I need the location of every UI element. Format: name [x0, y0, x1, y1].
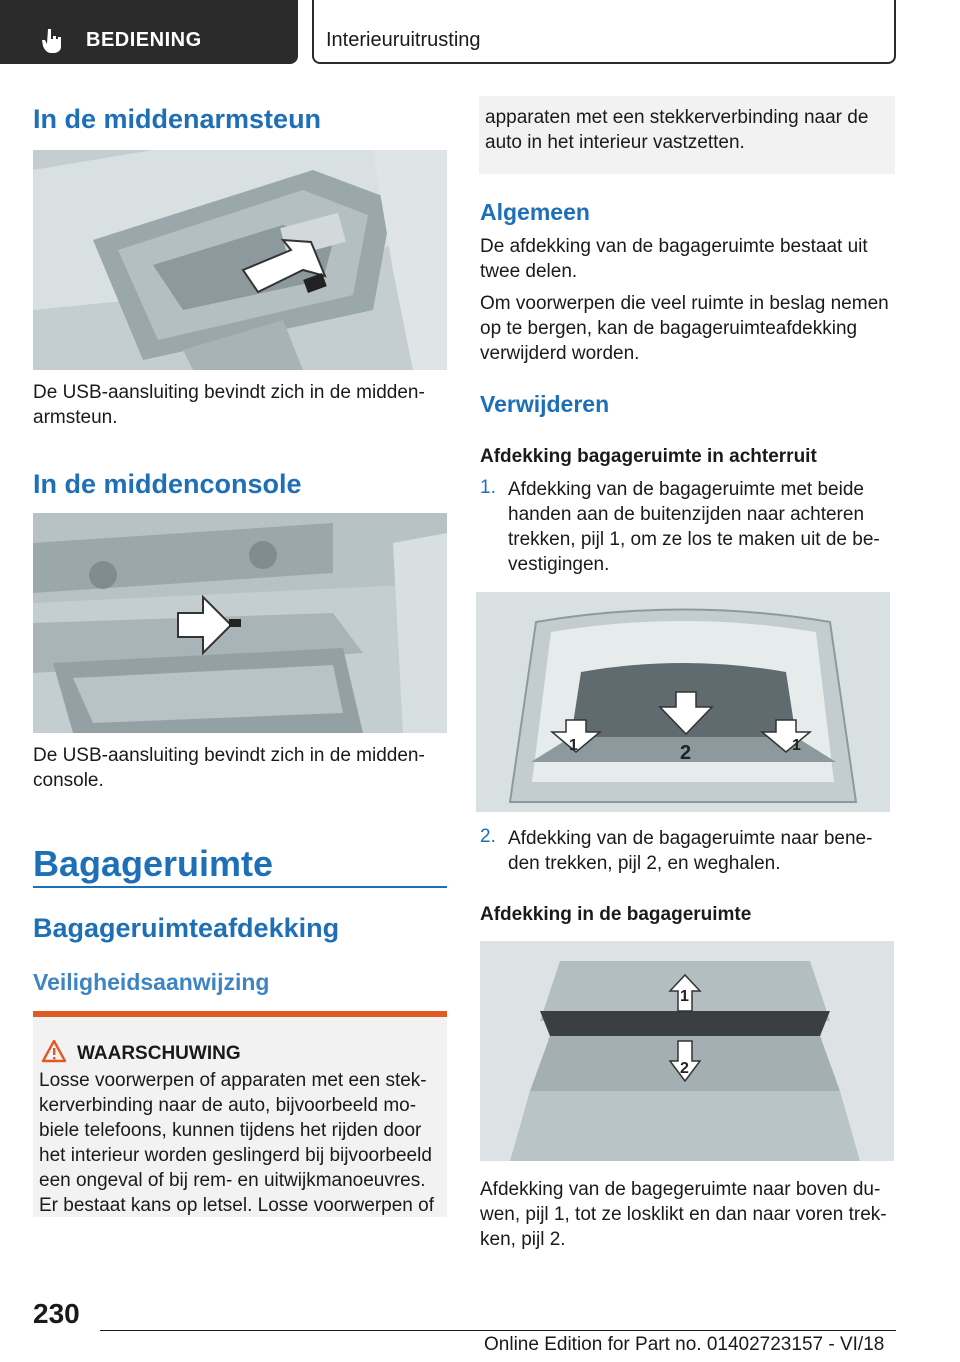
caption-line: Afdekking van de bagegeruimte naar boven du‐: [480, 1179, 881, 1200]
edition-text: Online Edition for Part no. 01402723157 - VI/18: [484, 1334, 885, 1355]
heading-algemeen: Algemeen: [480, 199, 590, 225]
step-line: den trekken, pijl 2, en weghalen.: [508, 853, 781, 874]
warning-line: een ongeval of bij rem- en uitwijkmanoeuvres.: [39, 1170, 426, 1191]
caption-armrest-1: De USB-aansluiting bevindt zich in de midden‐: [33, 382, 425, 403]
warning-line: Er bestaat kans op letsel. Losse voorwerpen of: [39, 1195, 435, 1216]
warning-box: [33, 1011, 447, 1217]
note-line: auto in het interieur vastzetten.: [485, 132, 745, 153]
chapter-label: Interieuruitrusting: [326, 29, 481, 51]
heading-veiligheid: Veiligheidsaanwijzing: [33, 969, 270, 995]
heading-armrest: In de middenarmsteun: [33, 104, 322, 134]
step-line: Afdekking van de bagageruimte naar bene‐: [508, 828, 873, 849]
heading-console: In de middenconsole: [33, 469, 302, 499]
footer-rule: [100, 1330, 896, 1331]
chapter-header: [312, 0, 896, 64]
paragraph-line: verwijderd worden.: [480, 343, 640, 364]
warning-line: biele telefoons, kunnen tijdens het rijden door: [39, 1120, 422, 1141]
step-number: 2.: [480, 826, 496, 847]
figure-armrest: [33, 150, 447, 370]
caption-armrest-2: armsteun.: [33, 407, 118, 428]
subheading-achterruit: Afdekking bagageruimte in achterruit: [480, 446, 817, 467]
step-line: trekken, pijl 1, om ze los te maken uit de be‐: [508, 529, 880, 550]
caption-console-1: De USB-aansluiting bevindt zich in de midden‐: [33, 745, 425, 766]
arrow-label-1: 1: [569, 737, 578, 754]
note-line: apparaten met een stekkerverbinding naar de: [485, 107, 869, 128]
heading-rule: [33, 886, 447, 888]
caption-console-2: console.: [33, 770, 104, 791]
warning-continuation-box: [479, 96, 895, 174]
caption-line: ken, pijl 2.: [480, 1229, 566, 1250]
arrow-label-1: 1: [680, 988, 689, 1005]
warning-title: WAARSCHUWING: [77, 1043, 241, 1064]
section-label: BEDIENING: [86, 29, 202, 51]
warning-line: kerverbinding naar de auto, bijvoorbeeld mo‐: [39, 1095, 417, 1116]
arrow-label-2: 2: [680, 1060, 689, 1077]
paragraph-line: twee delen.: [480, 261, 578, 282]
figure-console: [33, 513, 447, 733]
arrow-label-2: 2: [680, 742, 692, 764]
figure-luggage-cover: [480, 941, 894, 1161]
figure-rear-window-cover: [476, 592, 890, 812]
warning-triangle-icon: [41, 1039, 67, 1063]
section-tab: [0, 0, 298, 64]
warning-line: het interieur worden geslingerd bij bijvoorbeeld: [39, 1145, 432, 1166]
arrow-label-1: 1: [792, 737, 801, 754]
hand-pointer-icon: [42, 27, 64, 53]
step-line: vestigingen.: [508, 554, 610, 575]
step-line: Afdekking van de bagageruimte met beide: [508, 479, 864, 500]
warning-line: Losse voorwerpen of apparaten met een stek‐: [39, 1070, 427, 1091]
caption-line: wen, pijl 1, tot ze losklikt en dan naar voren trek‐: [480, 1204, 887, 1225]
page-number: 230: [33, 1298, 80, 1329]
step-line: handen aan de buitenzijden naar achteren: [508, 504, 865, 525]
paragraph-line: op te bergen, kan de bagageruimteafdekking: [480, 318, 858, 339]
paragraph-line: Om voorwerpen die veel ruimte in beslag nemen: [480, 293, 889, 314]
step-number: 1.: [480, 477, 496, 498]
subheading-bagageruimte: Afdekking in de bagageruimte: [480, 904, 752, 925]
paragraph-line: De afdekking van de bagageruimte bestaat uit: [480, 236, 868, 257]
heading-verwijderen: Verwijderen: [480, 391, 610, 417]
heading-afdekking: Bagageruimteafdekking: [33, 913, 340, 943]
heading-bagageruimte: Bagageruimte: [33, 843, 274, 884]
